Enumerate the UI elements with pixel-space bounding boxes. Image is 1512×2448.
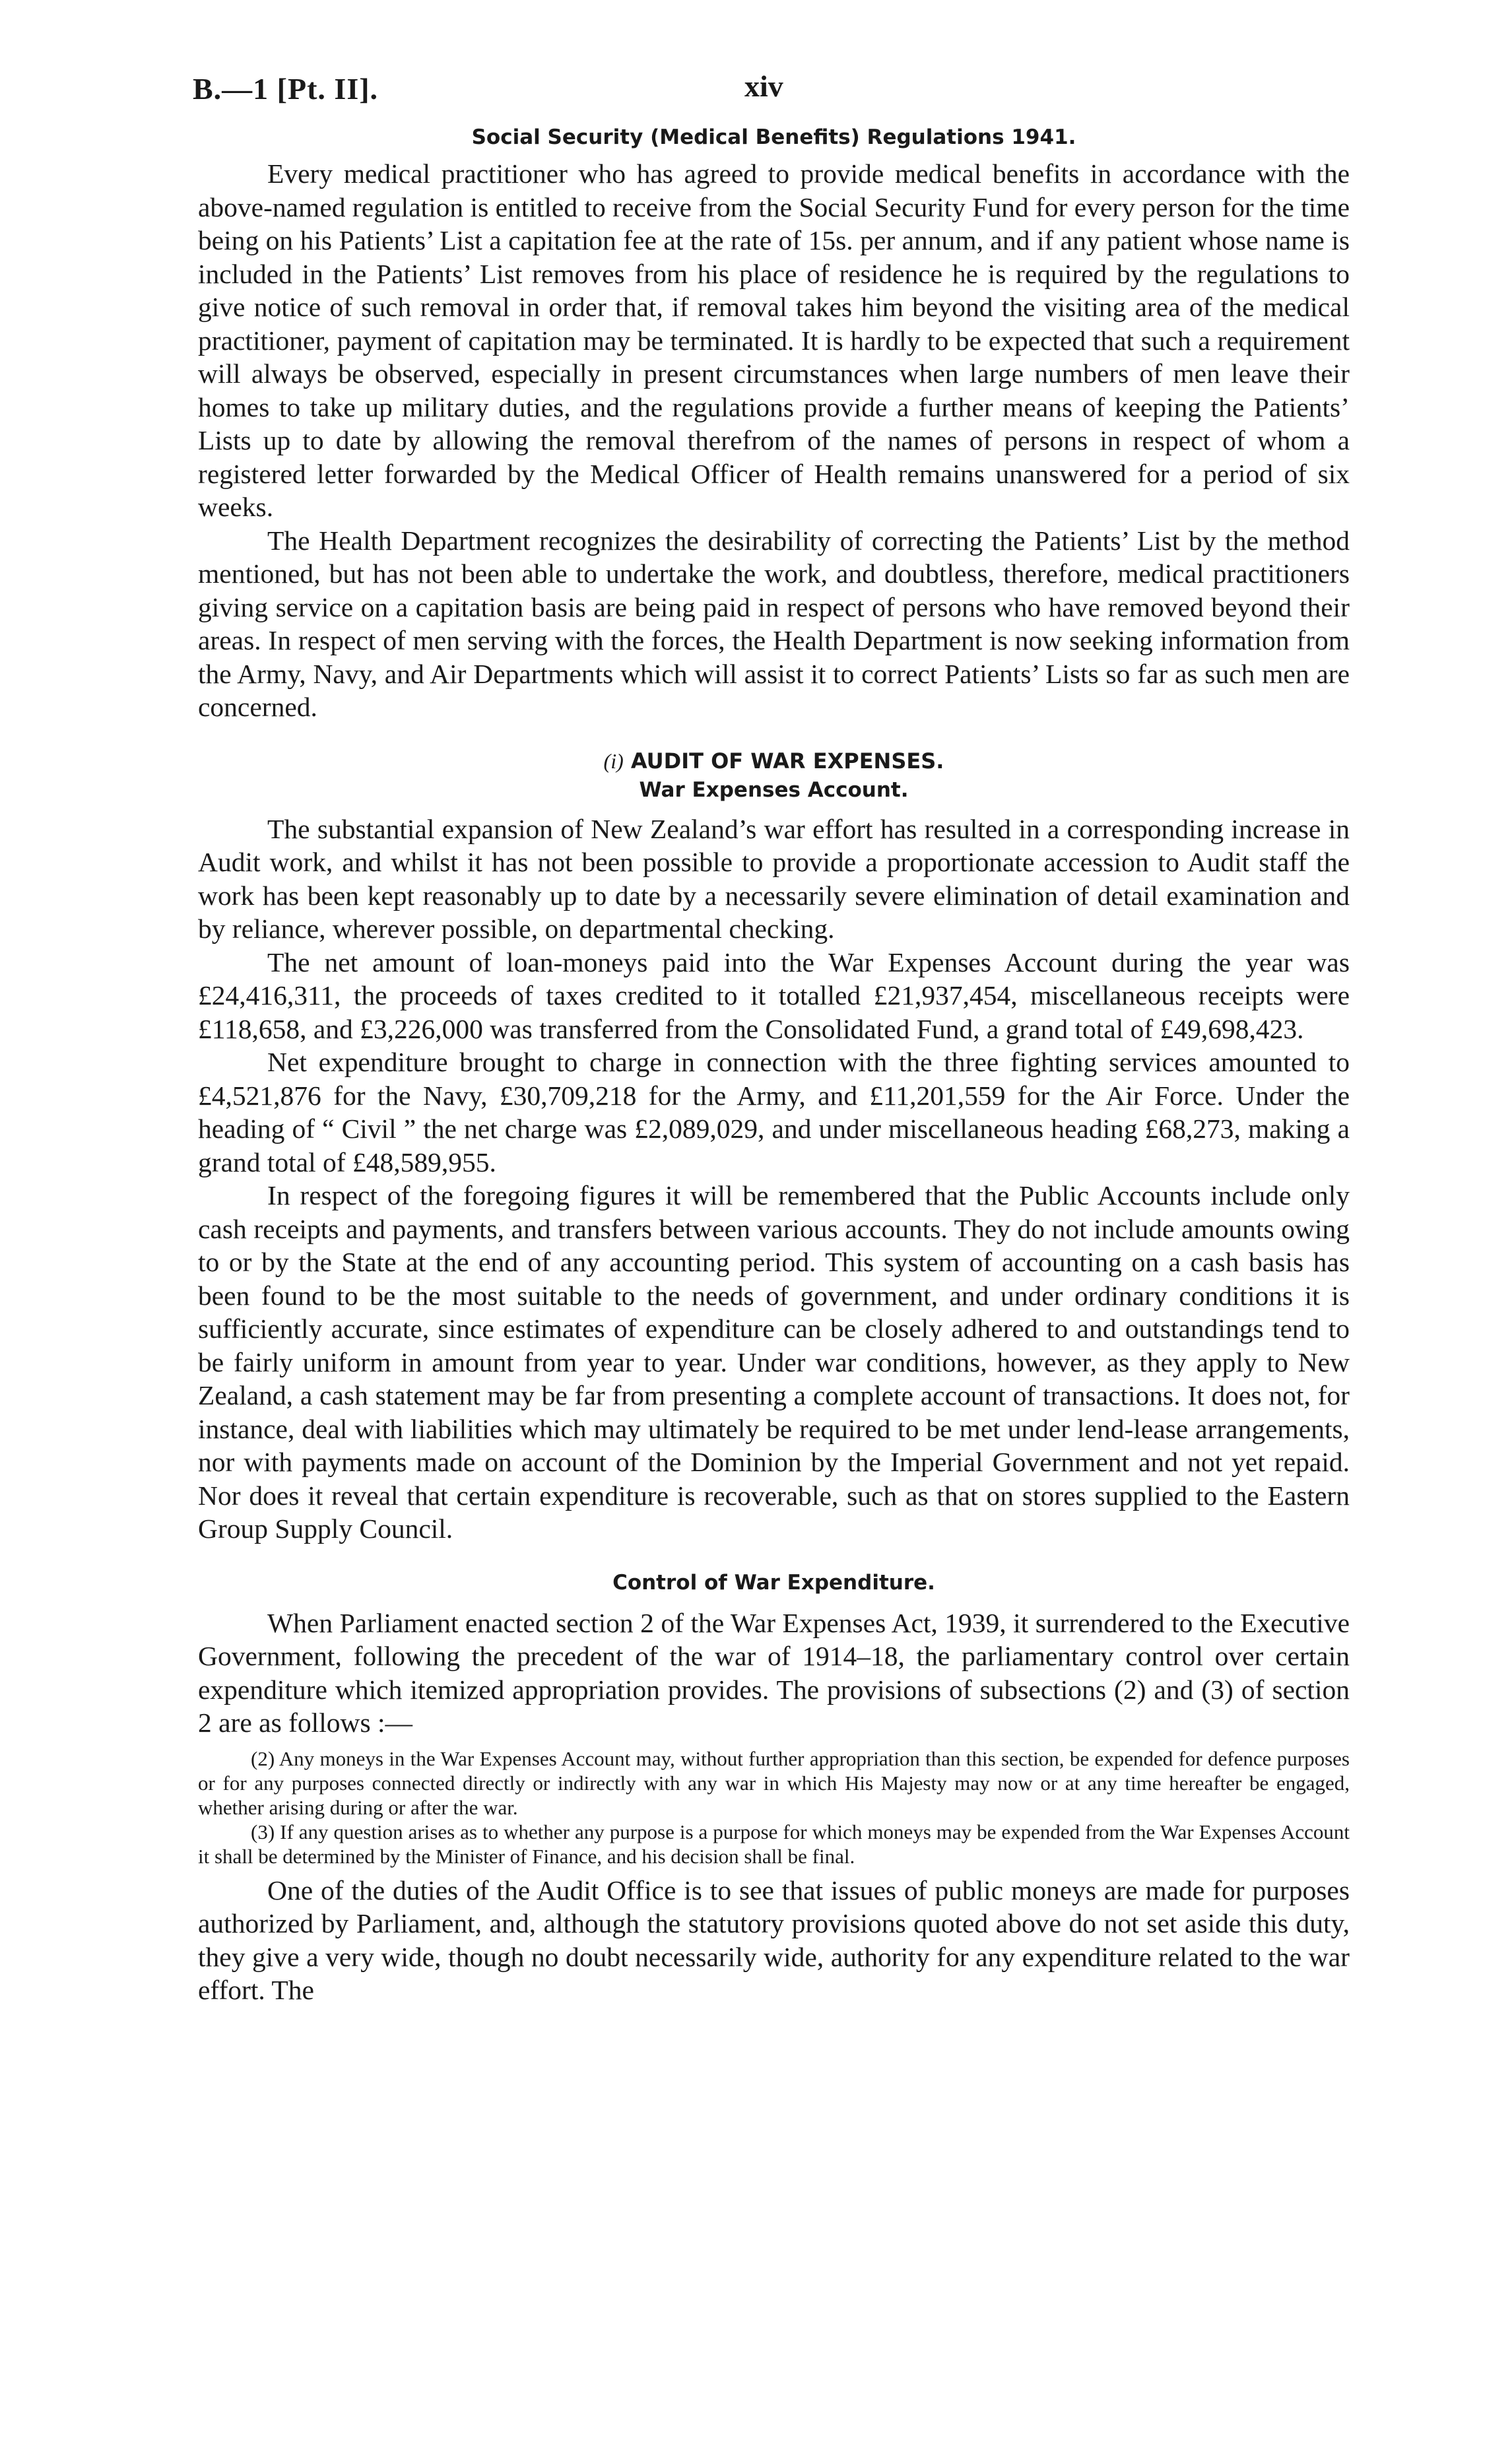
section-heading-audit [198, 746, 1350, 776]
paragraph: One of the duties of the Audit Office is to see that issues of public moneys are made for purposes authorized by Parliament, and, although the statutory provisions quoted above do not set aside this duty, they give a very wide, though no doubt necessarily wide, authority for any expenditure related to the war effort. The [198, 1874, 1350, 2005]
subheading-control-of-war-expenditure: Control of War Expenditure. [612, 1570, 935, 1595]
paragraph: Every medical practitioner who has agreed to provide medical benefits in accordance with the above-named regulation is entitled to receive from the Social Security Fund for every person for the time being on his Patients’ List a capitation fee at the rate of 15s. per annum, and if any patient whose name is included in the Patients’ List removes from his place of residence he is required by the regulations to give notice of such removal in order that, if removal takes him beyond the visiting area of the medical practitioner, payment of capitation may be terminated. It is hardly to be expected that such a requirement will always be observed, especially in present circumstances when large numbers of men leave their homes to take up military duties, and the regulations provide a further means of keeping the Patients’ Lists up to date by allowing the removal therefrom of the names of persons in respect of whom a registered letter forwarded by the Medical Officer of Health remains unanswered for a period of six weeks. [198, 158, 1350, 522]
paragraph: In respect of the foregoing figures it will be remembered that the Public Accounts include only cash receipts and payments, and transfers between various accounts. They do not include amounts owing to or by the State at the end of any accounting period. This system of accounting on a cash basis has been found to be the most suitable to the needs of government, and under ordinary conditions it is sufficiently accurate, since estimates of expenditure can be closely adhered to and outstandings tend to be fairly uniform in amount from year to year. Under war conditions, however, as they apply to New Zealand, a cash statement may be far from presenting a complete account of transactions. It does not, for instance, deal with liabilities which may ultimately be required to be met under lend-lease arrangements, nor with payments made on account of the Dominion by the Imperial Government and not yet repaid. Nor does it reveal that certain expenditure is recoverable, such as that on stores supplied to the Eastern Group Supply Council. [198, 1180, 1350, 1544]
paragraph: Net expenditure brought to charge in connection with the three fighting services amounted to £4,521,876 for the Navy, £30,709,218 for the Army, and £11,201,559 for the Air Force. Under the heading of “ Civil ” the net charge was £2,089,029, and under miscellaneous heading £68,273, making a grand total of £48,589,955. [198, 1047, 1350, 1177]
page-reference: B.—1 [Pt. II]. [193, 72, 379, 106]
statute-quote: (3) If any question arises as to whether any purpose is a purpose for which moneys may be expended from the War Expenses Account it shall be determined by the Minister of Finance, and his decision shall be final. [198, 1820, 1350, 1868]
section-heading-medical-benefits: Social Security (Medical Benefits) Regulations 1941. [471, 125, 1076, 149]
section-number: (i) [603, 748, 624, 773]
page-number: xiv [744, 69, 783, 103]
section-title: AUDIT OF WAR EXPENSES. [630, 748, 944, 774]
paragraph: When Parliament enacted section 2 of the War Expenses Act, 1939, it surrendered to the Executive Government, following the precedent of the war of 1914–18, the parliamentary control over certain expenditure which itemized appropriation provides. The provisions of subsections (2) and (3) of section 2 are as follows :— [198, 1607, 1350, 1738]
page-body [198, 123, 1350, 2007]
subheading-war-expenses-account: War Expenses Account. [639, 777, 909, 802]
paragraph: The substantial expansion of New Zealand’s war effort has resulted in a corresponding increase in Audit work, and whilst it has not been possible to provide a proportionate accession to Audit staff the work has been kept reasonably up to date by a necessarily severe elimination of detail examination and by reliance, wherever possible, on departmental checking. [198, 813, 1350, 944]
paragraph: The net amount of loan-moneys paid into the War Expenses Account during the year was £24,416,311, the proceeds of taxes credited to it totalled £21,937,454, miscellaneous receipts were £118,658, and £3,226,000 was transferred from the Consolidated Fund, a grand total of £49,698,423. [198, 946, 1350, 1044]
paragraph: The Health Department recognizes the desirability of correcting the Patients’ List by the method mentioned, but has not been able to undertake the work, and doubtless, therefore, medical practitioners giving service on a capitation basis are being paid in respect of persons who have removed beyond their areas. In respect of men serving with the forces, the Health Department is now seeking information from the Army, Navy, and Air Departments which will assist it to correct Patients’ Lists so far as such men are concerned. [198, 525, 1350, 722]
statute-quote: (2) Any moneys in the War Expenses Account may, without further appropriation than this section, be expended for defence purposes or for any purposes connected directly or indirectly with any war in which His Majesty may now or at any time hereafter be engaged, whether arising during or after the war. [198, 1746, 1350, 1819]
